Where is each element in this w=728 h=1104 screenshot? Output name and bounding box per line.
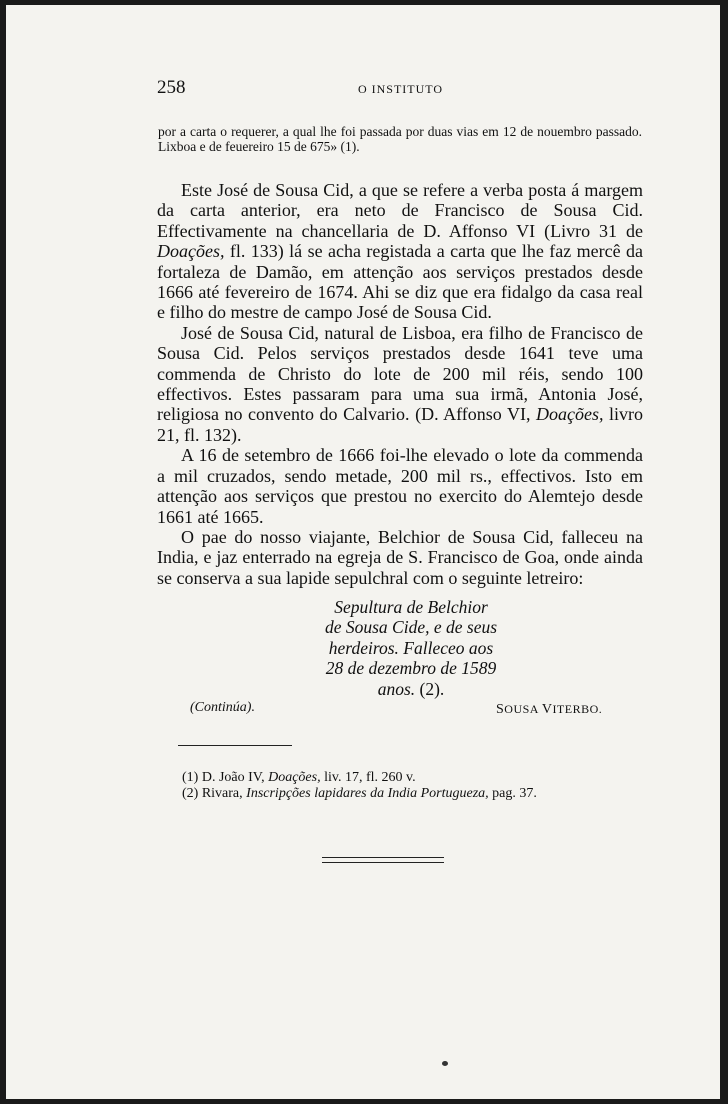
italic-title: Doações,	[535, 404, 604, 425]
continued-note: (Continúa).	[190, 700, 255, 715]
page-number: 258	[157, 77, 186, 98]
body-text	[157, 180, 643, 588]
footnote-2: (2) Rivara, Inscripções lapidares da India Portugueza, pag. 37.	[182, 786, 537, 801]
quoted-letter-end: por a carta o requerer, a qual lhe foi passada por duas vias em 12 de nouembro passado. Lixboa e de feuereiro 15 de 675» (1).	[158, 124, 642, 154]
running-title: O INSTITUTO	[357, 82, 444, 96]
paragraph-4: O pae do nosso viajante, Belchior de Sousa Cid, falleceu na India, e jaz enterrado na egreja de S. Francisco de Goa, onde ainda se conserva a sua lapide sepulchral com o seguinte letreiro:	[157, 526, 643, 588]
paragraph-3: A 16 de setembro de 1666 foi-lhe elevado o lote da commenda a mil cruzados, sendo metade, 200 mil rs., effectivos. Isto em attenção aos serviços que prestou no exercito do Alemtejo desde 1661 até 1665.	[157, 445, 643, 527]
epitaph-inscription	[286, 597, 536, 699]
epitaph-line: herdeiros. Falleceo aos	[328, 637, 494, 658]
end-rule-top	[322, 857, 444, 858]
epitaph-line: 28 de dezembro de 1589	[325, 658, 497, 679]
author-signature: SOUSA VITERBO.	[496, 702, 603, 717]
italic-title: Doações,	[157, 241, 225, 262]
paragraph-2: José de Sousa Cid, natural de Lisboa, era filho de Francisco de Sousa Cid. Pelos serviços prestados desde 1641 teve uma commenda de Christo do lote de 200 mil réis, sendo 100 effectivos. Estes passaram para uma sua irmã, Antonia José, religiosa no convento do Calvario. (D. Affonso VI, Doações, livro 21, fl. 132).	[157, 322, 643, 445]
epitaph-line: Sepultura de Belchior	[334, 597, 488, 617]
footnotes	[182, 770, 612, 802]
epitaph-line: de Sousa Cide, e de seus	[324, 617, 498, 638]
page-header	[157, 77, 644, 101]
footnote-ref: (2).	[419, 678, 445, 699]
book-page	[6, 5, 720, 1099]
ink-spot	[442, 1061, 448, 1066]
footnote-divider	[178, 745, 292, 746]
end-rule-bottom	[322, 862, 444, 863]
epitaph-line: anos. (2).	[377, 678, 445, 699]
footnote-1: (1) D. João IV, Doações, liv. 17, fl. 260 v.	[182, 770, 416, 785]
paragraph-1: Este José de Sousa Cid, a que se refere a verba posta á margem da carta anterior, era neto de Francisco de Sousa Cid. Effectivamente na chancellaria de D. Affonso VI (Livro 31 de Doações, fl. 133) lá se acha registada a carta que lhe faz mercê da fortaleza de Damão, em attenção aos serviços prestados desde 1666 até fevereiro de 1674. Ahi se diz que era fidalgo da casa real e filho do mestre de campo José de Sousa Cid.	[157, 180, 643, 323]
